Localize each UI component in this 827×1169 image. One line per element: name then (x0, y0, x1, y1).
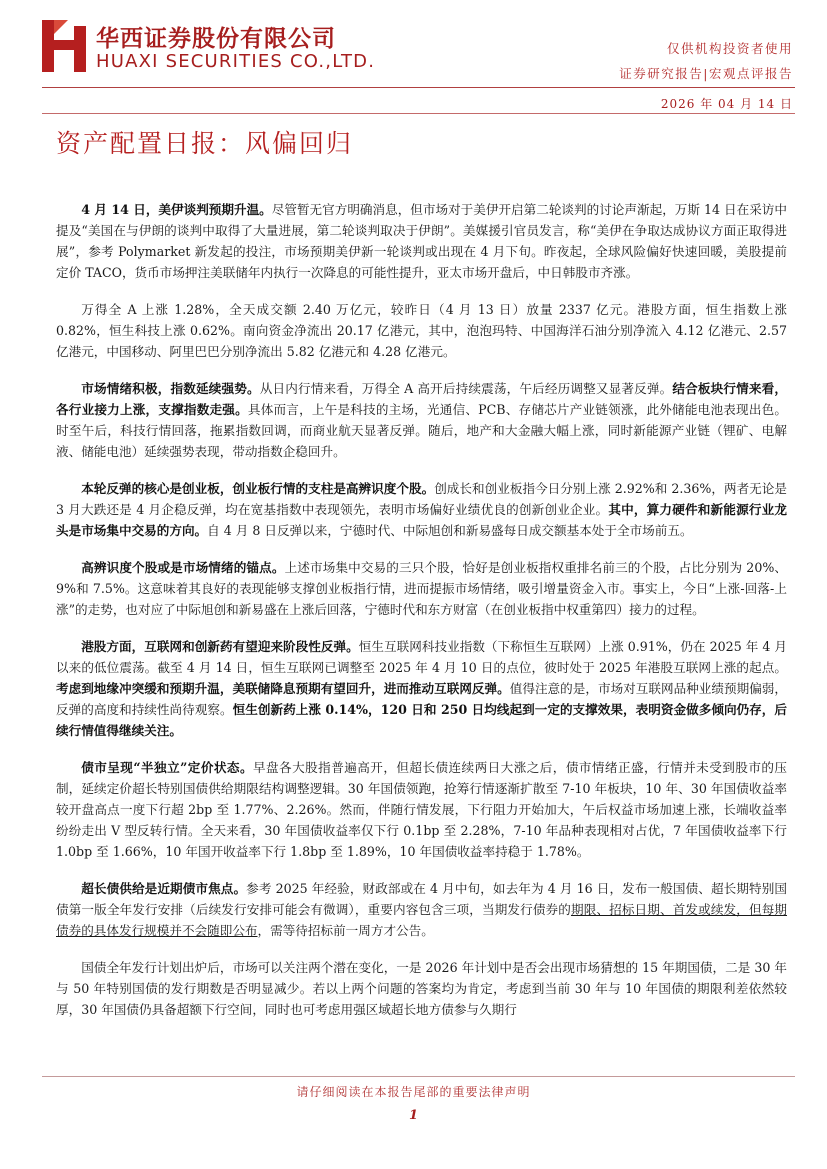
report-body (56, 199, 787, 1036)
paragraph: 国债全年发行计划出炉后，市场可以关注两个潜在变化，一是 2026 年计划中是否会出现市场猜想的 15 年期国债，二是 30 年与 50 年特别国债的发行期数是否明显减少。若以上两个问题的答案均为肯定，考虑到当前 30 年与 10 年国债的期限利差依然较厚，30 年国债仍具备超额下行空间，同时也可考虑用强区域超长地方债参与久期行 (56, 960, 787, 1017)
paragraph: 4 月 14 日，美伊谈判预期升温。尽管暂无官方明确消息，但市场对于美伊开启第二轮谈判的讨论声渐起，万斯 14 日在采访中提及“美国在与伊朗的谈判中取得了大量进展，第二轮谈判取决于伊朗”。美媒援引官员发言，称“美伊在争取达成协议方面正取得进展”，参考 Polymarket 新发起的投注，市场预期美伊新一轮谈判或出现在 4 月下旬。昨夜起，全球风险偏好快速回暖，美股提前定价 TACO，货币市场押注美联储年内执行一次降息的可能性提升，亚太市场开盘后，中日韩股市齐涨。 (56, 202, 787, 280)
huaxi-logo-icon (42, 20, 86, 72)
company-name-en: HUAXI SECURITIES CO.,LTD. (96, 51, 376, 72)
header-divider (42, 87, 795, 88)
paragraph: 本轮反弹的核心是创业板，创业板行情的支柱是高辨识度个股。创成长和创业板指今日分别上涨 2.92%和 2.36%，两者无论是 3 月大跌还是 4 月企稳反弹，均在宽基指数中表现领先，表明市场偏好业绩优良的创新创业企业。其中，算力硬件和新能源行业龙头是市场集中交易的方向。自 4 月 8 日反弹以来，宁德时代、中际旭创和新易盛每日成交额基本处于全市场前五。 (56, 481, 787, 538)
footer-divider (42, 1076, 795, 1077)
report-date: 2026 年 04 月 14 日 (660, 97, 793, 111)
paragraph: 市场情绪积极，指数延续强势。从日内行情来看，万得全 A 高开后持续震荡，午后经历调整又显著反弹。结合板块行情来看，各行业接力上涨，支撑指数走强。具体而言，上午是科技的主场，光通信、PCB、存储芯片产业链领涨，此外储能电池表现出色。时至午后，科技行情回落，拖累指数回调，而商业航天显著反弹。随后，地产和大金融大幅上涨，同时新能源产业链（锂矿、电解液、储能电池）延续强势表现，带动指数企稳回升。 (56, 381, 788, 459)
report-title: 资产配置日报：风偏回归 (56, 129, 354, 158)
institutional-notice: 仅供机构投资者使用 (666, 41, 793, 56)
legal-disclaimer-note: 请仔细阅读在本报告尾部的重要法律声明 (296, 1085, 531, 1099)
company-name-cn: 华西证券股份有限公司 (96, 26, 336, 52)
date-divider (42, 113, 795, 114)
report-type: 证券研究报告|宏观点评报告 (619, 66, 793, 81)
paragraph: 万得全 A 上涨 1.28%，全天成交额 2.40 万亿元，较昨日（4 月 13 日）放量 2337 亿元。港股方面，恒生指数上涨 0.82%，恒生科技上涨 0.62%。南向资金净流出 20.17 亿港元，其中，泡泡玛特、中国海洋石油分别净流入 4.12 亿港元、2.57 亿港元，中国移动、阿里巴巴分别净流出 5.82 亿港元和 4.28 亿港元。 (56, 302, 787, 359)
page-number: 1 (408, 1108, 419, 1123)
paragraph: 高辨识度个股或是市场情绪的锚点。上述市场集中交易的三只个股，恰好是创业板指权重排名前三的个股，占比分别为 20%、9%和 7.5%。这意味着其良好的表现能够支撑创业板指行情，进而提振市场情绪，吸引增量资金入市。事实上，今日“上涨-回落-上涨”的走势，也对应了中际旭创和新易盛在上涨后回落，宁德时代和东方财富（在创业板指中权重第四）接力的过程。 (56, 560, 788, 617)
paragraph: 港股方面，互联网和创新药有望迎来阶段性反弹。恒生互联网科技业指数（下称恒生互联网）上涨 0.91%，仍在 2025 年 4 月以来的低位震荡。截至 4 月 14 日，恒生互联网已调整至 2025 年 4 月 10 日的点位，彼时处于 2025 年港股互联网上涨的起点。考虑到地缘冲突缓和预期升温，美联储降息预期有望回升，进而推动互联网反弹。值得注意的是，市场对互联网品种业绩预期偏弱，反弹的高度和持续性尚待观察。恒生创新药上涨 0.14%，120 日和 250 日均线起到一定的支撑效果，表明资金做多倾向仍存，后续行情值得继续关注。 (56, 639, 788, 738)
paragraph: 债市呈现“半独立”定价状态。早盘各大股指普遍高开，但超长债连续两日大涨之后，债市情绪正盛，行情并未受到股市的压制，延续定价超长特别国债供给期限结构调整逻辑。30 年国债领跑，抢筹行情逐渐扩散至 7-10 年板块，10 年、30 年国债收益率较开盘高点一度下行超 2bp 至 1.77%、2.26%。然而，伴随行情发展，下行阻力开始加大，午后权益市场加速上涨，长端收益率纷纷走出 V 型反转行情。全天来看，30 年国债收益率仅下行 0.1bp 至 2.28%，7-10 年品种表现相对占优，7 年国债收益率下行 1.0bp 至 1.66%，10 年国开收益率下行 1.8bp 至 1.89%，10 年国债收益率持稳于 1.78%。 (56, 760, 787, 859)
paragraph: 超长债供给是近期债市焦点。参考 2025 年经验，财政部或在 4 月中旬，如去年为 4 月 16 日，发布一般国债、超长期特别国债第一版全年发行安排（后续发行安排可能会有微调），重要内容包含三项，当期发行债券的期限、招标日期、首发或续发，但每期债券的具体发行规模并不会随即公布，需等待招标前一周方才公告。 (56, 881, 788, 938)
